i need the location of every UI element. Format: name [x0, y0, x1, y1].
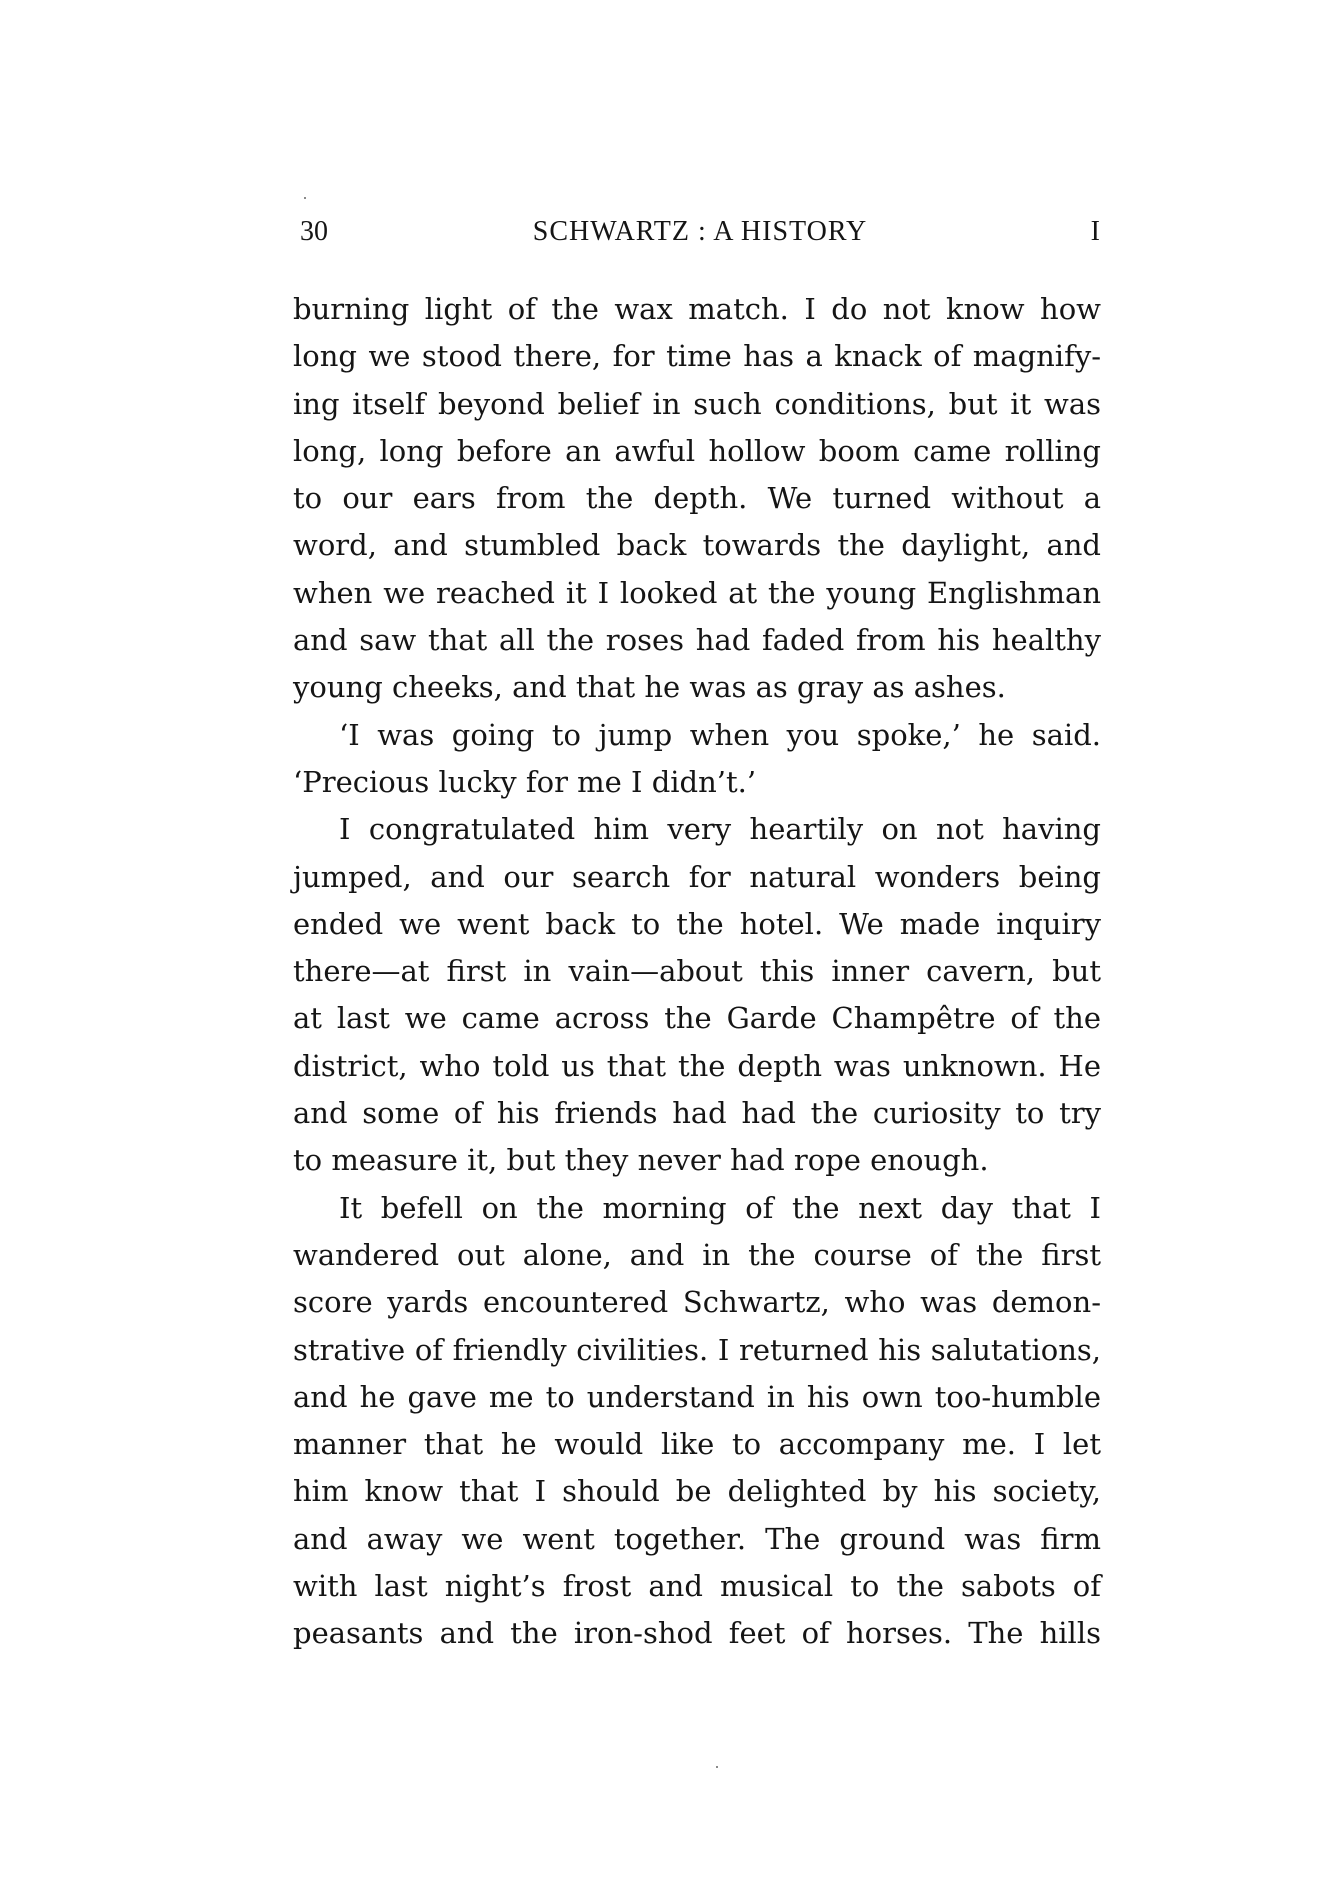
text-line: ing itself beyond belief in such conditions, but it was: [293, 386, 1101, 421]
text-line: burning light of the wax match. I do not know how: [293, 292, 1101, 326]
body-text: [293, 286, 1101, 1658]
text-line: him know that I should be delighted by his society,: [293, 1474, 1101, 1509]
text-line: with last night’s frost and musical to the sabots of: [293, 1569, 1101, 1604]
running-header: [300, 216, 1100, 256]
text-line: at last we came across the Garde Champêtre of the: [293, 1001, 1101, 1036]
text-line: wandered out alone, and in the course of the first: [293, 1237, 1101, 1272]
chapter-number: I: [1090, 216, 1100, 247]
ink-speck: [716, 1766, 718, 1768]
text-line: to measure it, but they never had rope enough.: [293, 1143, 989, 1178]
text-line: I congratulated him very heartily on not having: [339, 812, 1101, 847]
ink-speck: [304, 197, 306, 199]
text-line: young cheeks, and that he was as gray as ashes.: [293, 670, 1006, 705]
text-line: there—at first in vain—about this inner cavern, but: [293, 954, 1101, 989]
page-number: 30: [300, 216, 328, 247]
text-line: It befell on the morning of the next day that I: [339, 1190, 1101, 1225]
text-line: ‘Precious lucky for me I didn’t.’: [293, 764, 757, 799]
text-line: long, long before an awful hollow boom came rolling: [293, 433, 1101, 468]
text-line: manner that he would like to accompany me. I let: [293, 1427, 1101, 1462]
running-title: SCHWARTZ : A HISTORY: [532, 216, 868, 247]
text-line: and some of his friends had had the curiosity to try: [293, 1096, 1101, 1131]
text-line: and away we went together. The ground was firm: [293, 1521, 1101, 1556]
text-line: and he gave me to understand in his own too-humble: [293, 1379, 1101, 1414]
text-line: score yards encountered Schwartz, who was demon-: [293, 1285, 1101, 1320]
text-line: district, who told us that the depth was unknown. He: [293, 1048, 1101, 1083]
text-line: to our ears from the depth. We turned without a: [293, 481, 1101, 516]
text-line: and saw that all the roses had faded from his healthy: [293, 623, 1101, 658]
text-line: when we reached it I looked at the young Englishman: [293, 575, 1101, 610]
text-line: ‘I was going to jump when you spoke,’ he said.: [339, 717, 1101, 752]
text-line: strative of friendly civilities. I returned his salutations,: [293, 1332, 1101, 1367]
text-line: long we stood there, for time has a knack of magnify-: [293, 339, 1101, 374]
text-line: peasants and the iron-shod feet of horses. The hills: [293, 1616, 1101, 1651]
text-line: ended we went back to the hotel. We made inquiry: [293, 906, 1101, 941]
text-line: word, and stumbled back towards the daylight, and: [293, 528, 1101, 563]
text-line: jumped, and our search for natural wonders being: [293, 859, 1101, 894]
